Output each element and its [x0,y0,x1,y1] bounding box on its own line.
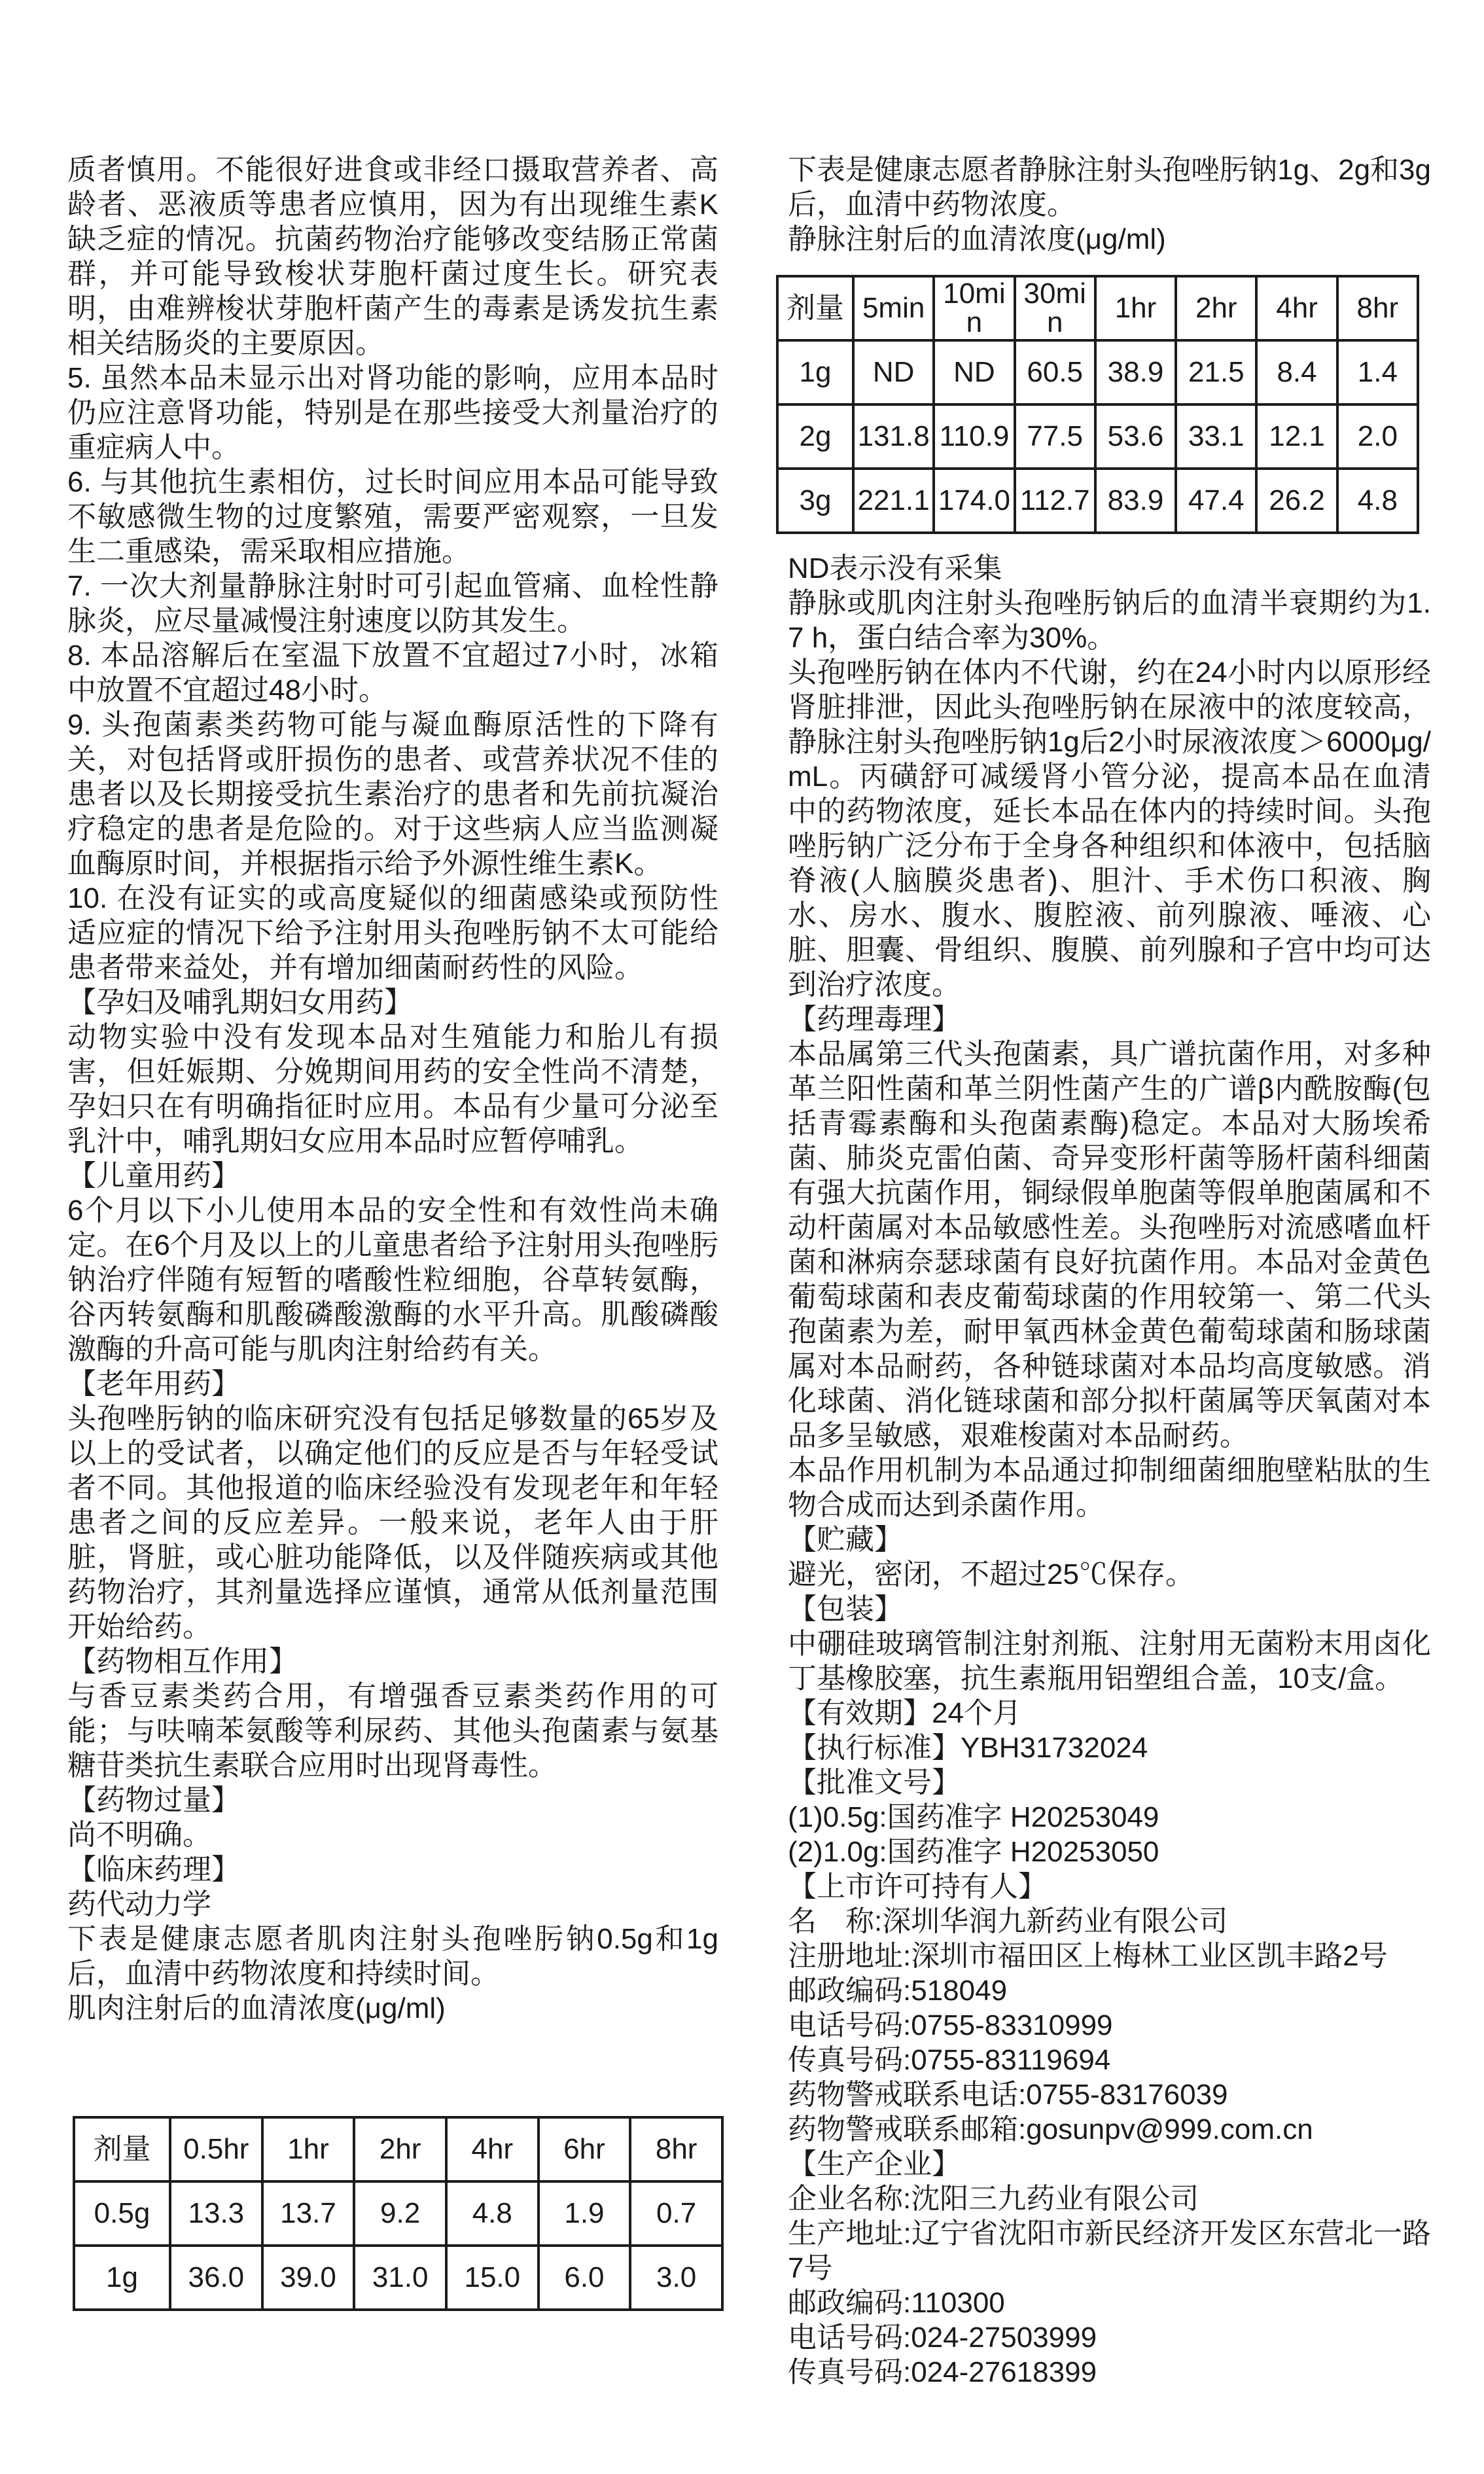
paragraph: 药物警戒联系电话:0755-83176039 [788,2079,1228,2111]
table-header-cell: 6hr [539,2117,631,2181]
table-cell: 6.0 [539,2246,631,2310]
left-text-column [67,152,718,2311]
paragraph: 6. 与其他抗生素相仿，过长时间应用本品可能导致不敏感微生物的过度繁殖，需要严密观察，一旦发生二重感染，需采取相应措施。 [67,466,718,567]
section-heading: 【药物相互作用】 [67,1645,298,1677]
paragraph: 下表是健康志愿者肌肉注射头孢唑肟钠0.5g和1g后，血清中药物浓度和持续时间。 [67,1923,718,1990]
section-heading: 【生产企业】 [788,2148,961,2180]
table-cell: 174.0 [934,469,1014,533]
paragraph: 避光，密闭，不超过25℃保存。 [788,1558,1194,1590]
table-cell: 3.0 [630,2246,722,2310]
paragraph: 邮政编码:518049 [788,1975,1008,2007]
paragraph: (2)1.0g:国药准字 H20253050 [788,1836,1159,1868]
table-cell: 12.1 [1256,404,1337,469]
paragraph: 传真号码:0755-83119694 [788,2044,1111,2076]
paragraph: 药代动力学 [67,1888,211,1920]
table-header-cell: 4hr [446,2117,539,2181]
paragraph: 中硼硅玻璃管制注射剂瓶、注射用无菌粉末用卤化丁基橡胶塞，抗生素瓶用铝塑组合盖，10支/盒。 [788,1628,1431,1694]
paragraph: 7. 一次大剂量静脉注射时可引起血管痛、血栓性静脉炎，应尽量减慢注射速度以防其发生。 [67,570,718,637]
iv-serum-concentration-table [776,275,1419,534]
paragraph: 【执行标准】YBH31732024 [788,1732,1148,1764]
table-cell: 0.5g [74,2181,170,2246]
paragraph: 6个月以下小儿使用本品的安全性和有效性尚未确定。在6个月及以上的儿童患者给予注射用头孢唑肟钠治疗伴随有短暂的嗜酸性粒细胞，谷草转氨酶，谷丙转氨酶和肌酸磷酸激酶的水平升高。肌酸磷酸激酶的升高可能与肌肉注射给药有关。 [67,1194,718,1365]
table-cell: 2.0 [1337,404,1418,469]
table-header-cell: 0.5hr [170,2117,262,2181]
table-row [777,340,1418,404]
table-cell: 15.0 [446,2246,539,2310]
table-cell: 1g [74,2246,170,2310]
table-cell: 1.9 [539,2181,631,2246]
table-cell: 4.8 [1337,469,1418,533]
paragraph: ND表示没有采集 [788,552,1002,584]
table-cell: 13.3 [170,2181,262,2246]
table-row [777,404,1418,469]
paragraph: 静脉注射后的血清浓度(μg/ml) [788,223,1166,255]
paragraph: 企业名称:沈阳三九药业有限公司 [788,2183,1199,2215]
paragraph: 【有效期】24个月 [788,1697,1021,1729]
section-heading: 【老年用药】 [67,1368,240,1400]
table-header-cell: 剂量 [777,276,853,340]
paragraph: 注册地址:深圳市福田区上梅林工业区凯丰路2号 [788,1940,1388,1972]
paragraph: 5. 虽然本品未显示出对肾功能的影响，应用本品时仍应注意肾功能，特别是在那些接受大剂量治疗的重症病人中。 [67,362,718,463]
paragraph: 尚不明确。 [67,1819,211,1851]
paragraph: 静脉或肌肉注射头孢唑肟钠后的血清半衰期约为1.7 h，蛋白结合率为30%。 [788,587,1431,654]
paragraph: 本品作用机制为本品通过抑制细菌细胞壁粘肽的生物合成而达到杀菌作用。 [788,1454,1431,1521]
section-heading: 【批准文号】 [788,1766,961,1799]
table-header-cell: 4hr [1256,276,1337,340]
table-cell: 131.8 [853,404,934,469]
table-header-cell: 10min [934,276,1014,340]
table-cell: 221.1 [853,469,934,533]
table-cell: 13.7 [262,2181,355,2246]
table-cell: 31.0 [354,2246,446,2310]
im-serum-concentration-table [73,2116,724,2311]
table-header-cell: 8hr [630,2117,722,2181]
table-header-cell: 30min [1015,276,1095,340]
section-heading: 【贮藏】 [788,1524,903,1556]
paragraph: 头孢唑肟钠的临床研究没有包括足够数量的65岁及以上的受试者，以确定他们的反应是否与年轻受试者不同。其他报道的临床经验没有发现老年和年轻患者之间的反应差异。一般来说，老年人由于肝脏，肾脏，或心脏功能降低，以及伴随疾病或其他药物治疗，其剂量选择应谨慎，通常从低剂量范围开始给药。 [67,1403,718,1643]
table-cell: 2g [777,404,853,469]
section-heading: 【儿童用药】 [67,1160,240,1192]
paragraph: 下表是健康志愿者静脉注射头孢唑肟钠1g、2g和3g后，血清中药物浓度。 [788,154,1431,221]
table-header-row [777,276,1418,340]
table-row [777,469,1418,533]
table-cell: 110.9 [934,404,1014,469]
table-cell: 38.9 [1095,340,1176,404]
table-row [74,2181,722,2246]
table-cell: 77.5 [1015,404,1095,469]
paragraph: 肌肉注射后的血清浓度(μg/ml) [67,1992,446,2024]
table-cell: 9.2 [354,2181,446,2246]
table-cell: 8.4 [1256,340,1337,404]
paragraph: 9. 头孢菌素类药物可能与凝血酶原活性的下降有关，对包括肾或肝损伤的患者、或营养状况不佳的患者以及长期接受抗生素治疗的患者和先前抗凝治疗稳定的患者是危险的。对于这些病人应当监测凝血酶原时间，并根据指示给予外源性维生素K。 [67,709,718,880]
section-heading: 【孕妇及哺乳期妇女用药】 [67,986,413,1018]
table-header-cell: 2hr [1176,276,1256,340]
table-cell: 21.5 [1176,340,1256,404]
table-header-cell: 8hr [1337,276,1418,340]
paragraph: 10. 在没有证实的或高度疑似的细菌感染或预防性适应症的情况下给予注射用头孢唑肟钠不太可能给患者带来益处，并有增加细菌耐药性的风险。 [67,882,718,984]
section-heading: 【包装】 [788,1593,903,1625]
paragraph: 质者慎用。不能很好进食或非经口摄取营养者、高龄者、恶液质等患者应慎用，因为有出现维生素K缺乏症的情况。抗菌药物治疗能够改变结肠正常菌群，并可能导致梭状芽胞杆菌过度生长。研究表明，由难辨梭状芽胞杆菌产生的毒素是诱发抗生素相关结肠炎的主要原因。 [67,154,718,359]
section-heading: 【上市许可持有人】 [788,1871,1047,1903]
paragraph: 药物警戒联系邮箱:gosunpv@999.com.cn [788,2113,1313,2145]
table-cell: 60.5 [1015,340,1095,404]
paragraph: 与香豆素类药合用，有增强香豆素类药作用的可能；与呋喃苯氨酸等利尿药、其他头孢菌素与氨基糖苷类抗生素联合应用时出现肾毒性。 [67,1680,718,1782]
paragraph: 电话号码:024-27503999 [788,2322,1097,2354]
section-heading: 【药理毒理】 [788,1003,961,1035]
table-cell: 1.4 [1337,340,1418,404]
table-header-cell: 1hr [1095,276,1176,340]
table-cell: 47.4 [1176,469,1256,533]
table-header-cell: 1hr [262,2117,355,2181]
section-heading: 【临床药理】 [67,1854,240,1886]
paragraph: 动物实验中没有发现本品对生殖能力和胎儿有损害，但妊娠期、分娩期间用药的安全性尚不清楚，孕妇只在有明确指征时应用。本品有少量可分泌至乳汁中，哺乳期妇女应用本品时应暂停哺乳。 [67,1021,718,1157]
paragraph: 生产地址:辽宁省沈阳市新民经济开发区东营北一路7号 [788,2217,1431,2284]
paragraph: 传真号码:024-27618399 [788,2356,1097,2388]
paragraph: 8. 本品溶解后在室温下放置不宜超过7小时，冰箱中放置不宜超过48小时。 [67,639,718,706]
table-cell: 53.6 [1095,404,1176,469]
paragraph: 名 称:深圳华润九新药业有限公司 [788,1905,1228,1937]
table-header-cell: 剂量 [74,2117,170,2181]
table-cell: 112.7 [1015,469,1095,533]
table-header-cell: 2hr [354,2117,446,2181]
table-cell: 36.0 [170,2246,262,2310]
section-heading: 【药物过量】 [67,1784,240,1816]
table-header-row [74,2117,722,2181]
right-text-column [788,152,1431,2390]
table-cell: 3g [777,469,853,533]
table-cell: 39.0 [262,2246,355,2310]
paragraph: 本品属第三代头孢菌素，具广谱抗菌作用，对多种革兰阳性菌和革兰阴性菌产生的广谱β内酰胺酶(包括青霉素酶和头孢菌素酶)稳定。本品对大肠埃希菌、肺炎克雷伯菌、奇异变形杆菌等肠杆菌科细菌有强大抗菌作用，铜绿假单胞菌等假单胞菌属和不动杆菌属对本品敏感性差。头孢唑肟对流感嗜血杆菌和淋病奈瑟球菌有良好抗菌作用。本品对金黄色葡萄球菌和表皮葡萄球菌的作用较第一、第二代头孢菌素为差，耐甲氧西林金黄色葡萄球菌和肠球菌属对本品耐药，各种链球菌对本品均高度敏感。消化球菌、消化链球菌和部分拟杆菌属等厌氧菌对本品多呈敏感，艰难梭菌对本品耐药。 [788,1038,1431,1452]
table-cell: ND [934,340,1014,404]
paragraph: 头孢唑肟钠在体内不代谢，约在24小时内以原形经肾脏排泄，因此头孢唑肟钠在尿液中的浓度较高，静脉注射头孢唑肟钠1g后2小时尿液浓度＞6000μg/mL。丙磺舒可减缓肾小管分泌，提高本品在血清中的药物浓度，延长本品在体内的持续时间。头孢唑肟钠广泛分布于全身各种组织和体液中，包括脑脊液(人脑膜炎患者)、胆汁、手术伤口积液、胸水、房水、腹水、腹腔液、前列腺液、唾液、心脏、胆囊、骨组织、腹膜、前列腺和子宫中均可达到治疗浓度。 [788,656,1431,1001]
table-cell: 1g [777,340,853,404]
table-cell: 0.7 [630,2181,722,2246]
table-header-cell: 5min [853,276,934,340]
paragraph: 电话号码:0755-83310999 [788,2009,1113,2041]
table-row [74,2246,722,2310]
table-cell: 33.1 [1176,404,1256,469]
table-cell: ND [853,340,934,404]
table-cell: 83.9 [1095,469,1176,533]
table-cell: 26.2 [1256,469,1337,533]
paragraph: 邮政编码:110300 [788,2287,1005,2319]
table-cell: 4.8 [446,2181,539,2246]
paragraph: (1)0.5g:国药准字 H20253049 [788,1801,1159,1833]
